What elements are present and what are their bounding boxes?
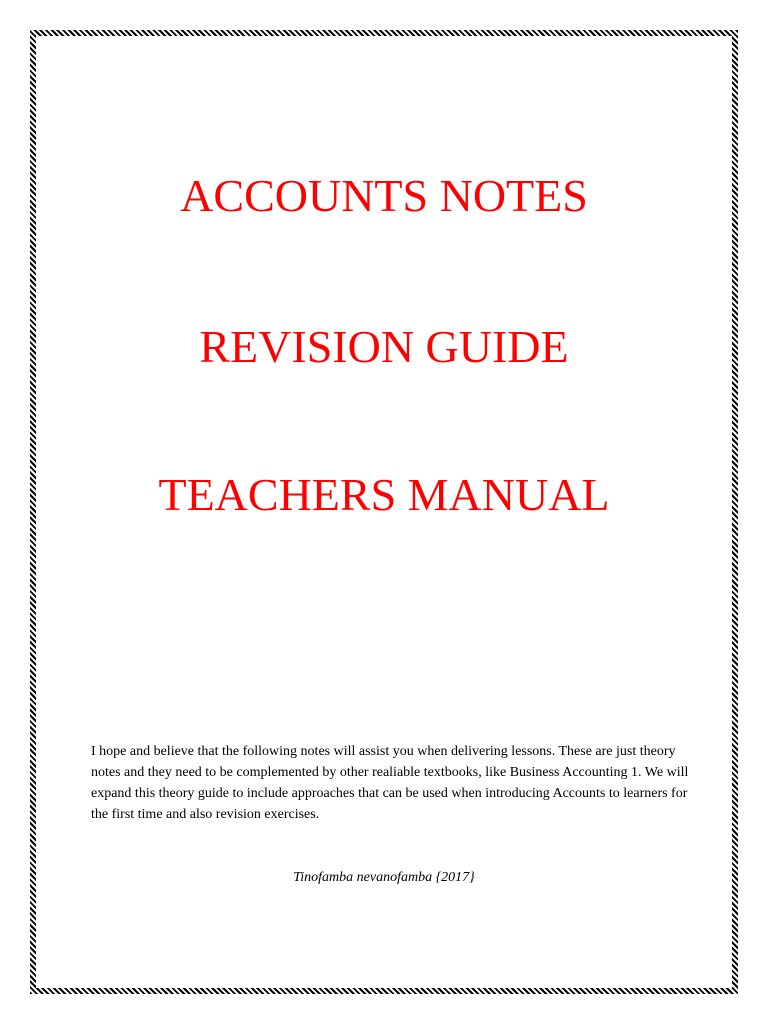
intro-paragraph: I hope and believe that the following notes will assist you when delivering lessons. These are just theory notes and they need to be complemented by other realiable textbooks, like Business Accounting 1. We will expand this theory guide to include approaches that can be used when introducing Accounts to learners for the first time and also revision exercises. [91,744,689,822]
author-signature: Tinofamba nevanofamba {2017} [293,870,475,885]
title-teachers-manual: TEACHERS MANUAL [158,469,610,520]
title-revision-guide: REVISION GUIDE [199,321,569,372]
title-accounts-notes: ACCOUNTS NOTES [180,170,588,221]
